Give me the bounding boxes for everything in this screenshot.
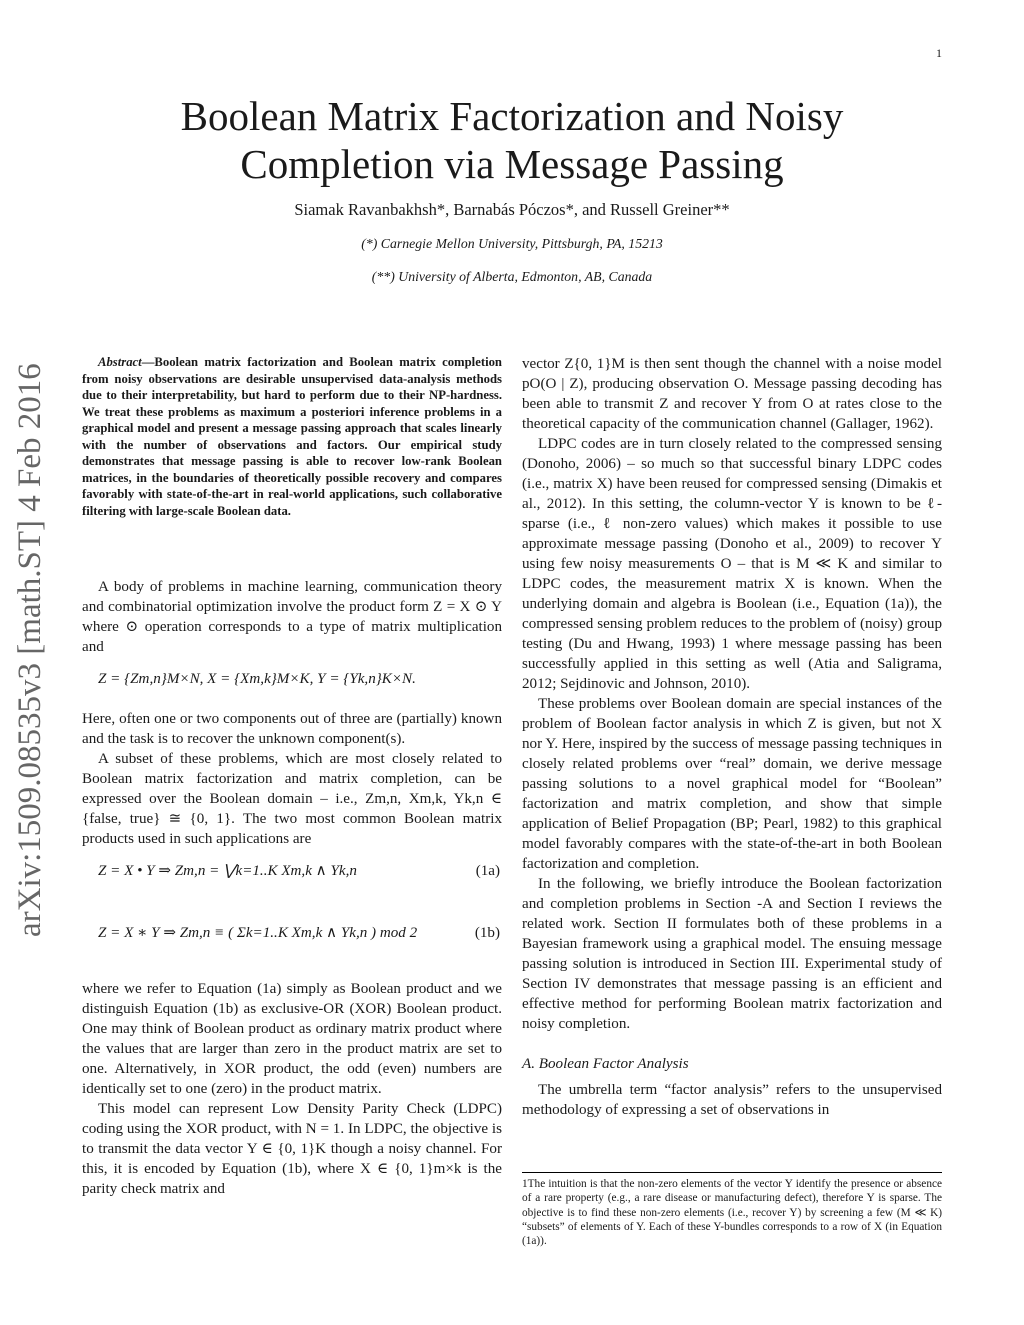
equation-1a — [82, 855, 502, 911]
arxiv-identifier: arXiv:1509.08535v3 [math.ST] 4 Feb 2016 — [12, 363, 48, 937]
right-paragraph-1: vector Z{0, 1}M is then sent though the channel with a noise model pO(O | Z), producing observation O. Message passing decoding has been able to transmit Z and recover Y from O at rates close to the theoretical capacity of the communication channel (Gallager, 1962). — [522, 356, 942, 432]
right-paragraph-3: These problems over Boolean domain are special instances of the problem of Boolean factor analysis in which Z is given, but not X nor Y. Here, inspired by the success of message passing techniques in closely related problems over “real” domain, we derive message passing solutions to a novel graphical model for “Boolean” factorization and matrix completion, and show that simple application of Belief Propagation (BP; Pearl, 1982) to this graphical model favorably compares with the state-of-the-art in both Boolean factorization and completion. — [522, 696, 942, 872]
affiliation-cmu: (*) Carnegie Mellon University, Pittsburgh, PA, 15213 — [361, 236, 663, 251]
right-paragraph-5: The umbrella term “factor analysis” refers to the unsupervised methodology of expressing a set of observations in — [522, 1082, 942, 1118]
equation-1b — [82, 917, 502, 973]
equation-definitions — [82, 663, 502, 703]
equation-1b-number: (1b) — [474, 925, 500, 941]
page-number: 1 — [936, 46, 942, 60]
section-heading: A. Boolean Factor Analysis — [522, 1056, 689, 1072]
equation-definitions-body: Z = {Zm,n}M×N, X = {Xm,k}M×K, Y = {Yk,n}K×N. — [98, 671, 416, 687]
abstract — [82, 354, 502, 519]
affiliation-alberta: (**) University of Alberta, Edmonton, AB, Canada — [371, 269, 653, 284]
intro-paragraph-1: A body of problems in machine learning, communication theory and combinatorial optimization involve the product form Z = X ⊙ Y where ⊙ operation corresponds to a type of matrix multiplication and — [82, 579, 502, 655]
right-paragraph-4: In the following, we briefly introduce the Boolean factorization and completion problems in Section -A and Section I reviews the related work. Section II formulates both of these problems in a Bayesian framework using a graphical model. The ensuing message passing solution is introduced in Section III. Experimental study of Section IV demonstrates that message passing is an efficient and effective method for performing Boolean matrix factorization and noisy completion. — [522, 876, 942, 1032]
author-list: Siamak Ravanbakhsh*, Barnabás Póczos*, and Russell Greiner** — [294, 200, 730, 219]
footnote: 1The intuition is that the non-zero elements of the vector Y identify the presence or absence of a rare property (e.g., a rare disease or manufacturing defect), therefore Y is sparse. The objective is to find these non-zero elements (i.e., recover Y) by screening a few (M ≪ K) “subsets” of elements of Y. Each of these Y-bundles corresponds to a row of X (in Equation (1a)). — [522, 1172, 942, 1248]
equation-1a-number: (1a) — [475, 863, 500, 879]
right-paragraph-2: LDPC codes are in turn closely related to the compressed sensing (Donoho, 2006) – so much so that successful binary LDPC codes (i.e., matrix X) have been reused for compressed sensing (Dimakis et al., 2012). In this setting, the column-vector Y is known to be ℓ-sparse (i.e., ℓ non-zero values) which makes it possible to use approximate message passing (Donoho et al., 2009) to recover Y using few noisy measurements O – that is M ≪ K and similar to LDPC codes, the measurement matrix X is known. When the underlying domain and algebra is Boolean (i.e., Equation (1a)), the compressed sensing problem reduces to the problem of (noisy) group testing (Du and Hwang, 1993) 1 where message passing has been successfully applied in this setting as well (Atia and Saligrama, 2012; Sejdinovic and Johnson, 2010). — [522, 436, 942, 692]
equation-1a-body: Z = X • Y ⇒ Zm,n = ⋁k=1..K Xm,k ∧ Yk,n — [98, 863, 357, 879]
intro-paragraph-4: where we refer to Equation (1a) simply as Boolean product and we distinguish Equation (1b) as exclusive-OR (XOR) Boolean product. One may think of Boolean product as ordinary matrix product where the values that are larger than zero in the product matrix are set to one. Alternatively, in XOR product, the odd (even) numbers are identically set to one (zero) in the product matrix. — [82, 981, 502, 1097]
paper-title: Boolean Matrix Factorization and Noisy Completion via Message Passing — [180, 93, 844, 187]
intro-paragraph-5: This model can represent Low Density Parity Check (LDPC) coding using the XOR product, with N = 1. In LDPC, the objective is to transmit the data vector Y ∈ {0, 1}K though a noisy channel. For this, it is encoded by Equation (1b), where X ∈ {0, 1}m×k is the parity check matrix and — [82, 1101, 502, 1197]
intro-paragraph-2: Here, often one or two components out of three are (partially) known and the task is to recover the unknown component(s). — [82, 711, 502, 747]
intro-paragraph-3: A subset of these problems, which are most closely related to Boolean matrix factorization and matrix completion, can be expressed over the Boolean domain – i.e., Zm,n, Xm,k, Yk,n ∈ {false, true} ≅ {0, 1}. The two most common Boolean matrix products used in such applications are — [82, 751, 502, 847]
left-column — [82, 354, 502, 1199]
abstract-lead: Abstract — [98, 355, 142, 369]
abstract-text: —Boolean matrix factorization and Boolean matrix completion from noisy observations are desirable unsupervised data-analysis methods due to their interpretability, but hard to perform due to their NP-hardness. We treat these problems as maximum a posteriori inference problems in a graphical model and present a message passing approach that scales linearly with the number of observations and factors. Our empirical study demonstrates that message passing is able to recover low-rank Boolean matrices, in the boundaries of theoretically possible recovery and compares favorably with state-of-the-art in real-world applications, such collaborative filtering with large-scale Boolean data. — [82, 355, 502, 518]
equation-1b-body: Z = X ∗ Y ⇒ Zm,n ≡ ( Σk=1..K Xm,k ∧ Yk,n ) mod 2 — [98, 925, 418, 941]
right-column — [522, 354, 942, 1120]
